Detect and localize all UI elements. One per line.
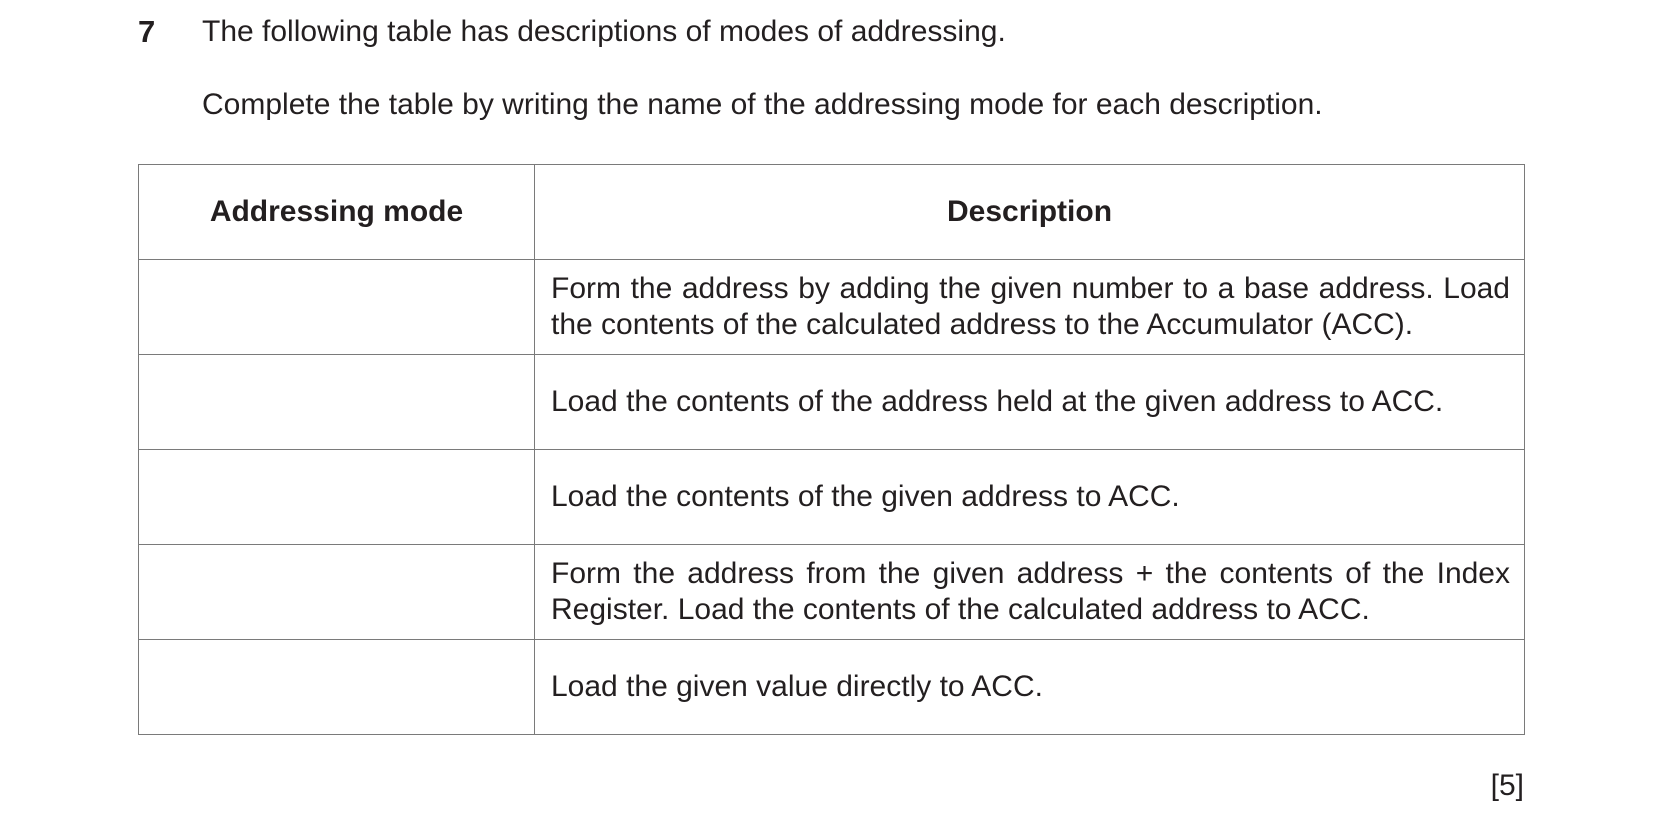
- question-number: 7: [138, 14, 156, 49]
- header-description: Description: [535, 165, 1525, 260]
- description-cell: Form the address by adding the given number to a base address. Load the contents of the calculated address to the Accumulator (ACC).: [535, 260, 1525, 355]
- answer-cell[interactable]: [139, 545, 535, 640]
- table-row: [139, 355, 1525, 450]
- answer-cell[interactable]: [139, 450, 535, 545]
- table-row: [139, 640, 1525, 735]
- description-cell: Load the given value directly to ACC.: [535, 640, 1525, 735]
- description-cell: Load the contents of the given address to ACC.: [535, 450, 1525, 545]
- header-addressing-mode: Addressing mode: [139, 165, 535, 260]
- answer-cell[interactable]: [139, 355, 535, 450]
- description-cell: Load the contents of the address held at the given address to ACC.: [535, 355, 1525, 450]
- answer-cell[interactable]: [139, 260, 535, 355]
- table-header-row: [139, 165, 1525, 260]
- marks-allocation: [5]: [1490, 769, 1524, 802]
- description-cell: Form the address from the given address + the contents of the Index Register. Load the contents of the calculated address to ACC.: [535, 545, 1525, 640]
- table-row: [139, 545, 1525, 640]
- table-row: [139, 450, 1525, 545]
- question-instruction: Complete the table by writing the name of the addressing mode for each description.: [202, 88, 1323, 121]
- question-stem: The following table has descriptions of modes of addressing.: [202, 15, 1006, 48]
- table-row: [139, 260, 1525, 355]
- addressing-modes-table: [138, 164, 1525, 735]
- answer-cell[interactable]: [139, 640, 535, 735]
